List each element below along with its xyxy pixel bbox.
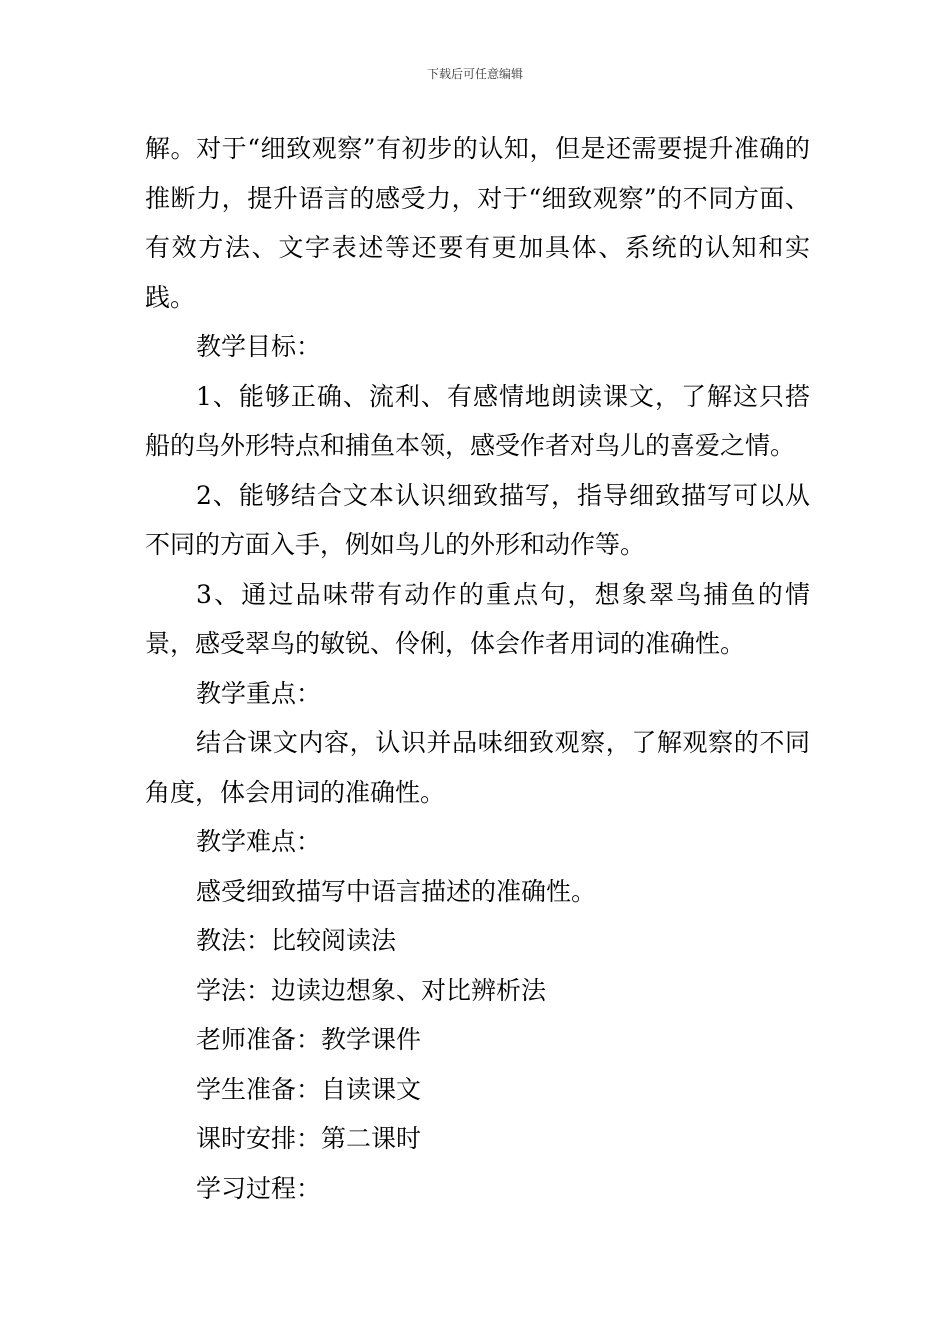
document-body bbox=[145, 124, 810, 1213]
line-schedule: 课时安排：第二课时 bbox=[196, 1124, 422, 1153]
paragraph-intro-continued: 解。对于“细致观察”有初步的认知，但是还需要提升准确的推断力，提升语言的感受力，对于“细致观察”的不同方面、有效方法、文字表述等还要有更加具体、系统的认知和实践。 bbox=[145, 134, 810, 312]
goal-item-2: 2、能够结合文本认识细致描写，指导细致描写可以从不同的方面入手，例如鸟儿的外形和动作等。 bbox=[145, 480, 810, 559]
heading-teaching-goals: 教学目标： bbox=[196, 332, 322, 361]
heading-learning-process: 学习过程： bbox=[196, 1173, 322, 1203]
page-header: 下载后可任意编辑 bbox=[426, 67, 523, 81]
goal-item-1: 1、能够正确、流利、有感情地朗读课文，了解这只搭船的鸟外形特点和捕鱼本领，感受作者对鸟儿的喜爱之情。 bbox=[145, 381, 810, 460]
heading-key-points: 教学重点： bbox=[196, 678, 322, 708]
paragraph-key-points: 结合课文内容，认识并品味细致观察，了解观察的不同角度，体会用词的准确性。 bbox=[145, 728, 810, 807]
paragraph-difficulties: 感受细致描写中语言描述的准确性。 bbox=[196, 876, 597, 906]
line-teacher-preparation: 老师准备：教学课件 bbox=[196, 1025, 422, 1054]
heading-difficulties: 教学难点： bbox=[196, 827, 322, 856]
line-teaching-method: 教法：比较阅读法 bbox=[196, 926, 397, 955]
goal-item-3: 3、通过品味带有动作的重点句，想象翠鸟捕鱼的情景，感受翠鸟的敏锐、伶俐，体会作者用词的准确性。 bbox=[145, 579, 810, 658]
line-learning-method: 学法：边读边想象、对比辨析法 bbox=[196, 975, 547, 1005]
line-student-preparation: 学生准备：自读课文 bbox=[196, 1074, 422, 1104]
